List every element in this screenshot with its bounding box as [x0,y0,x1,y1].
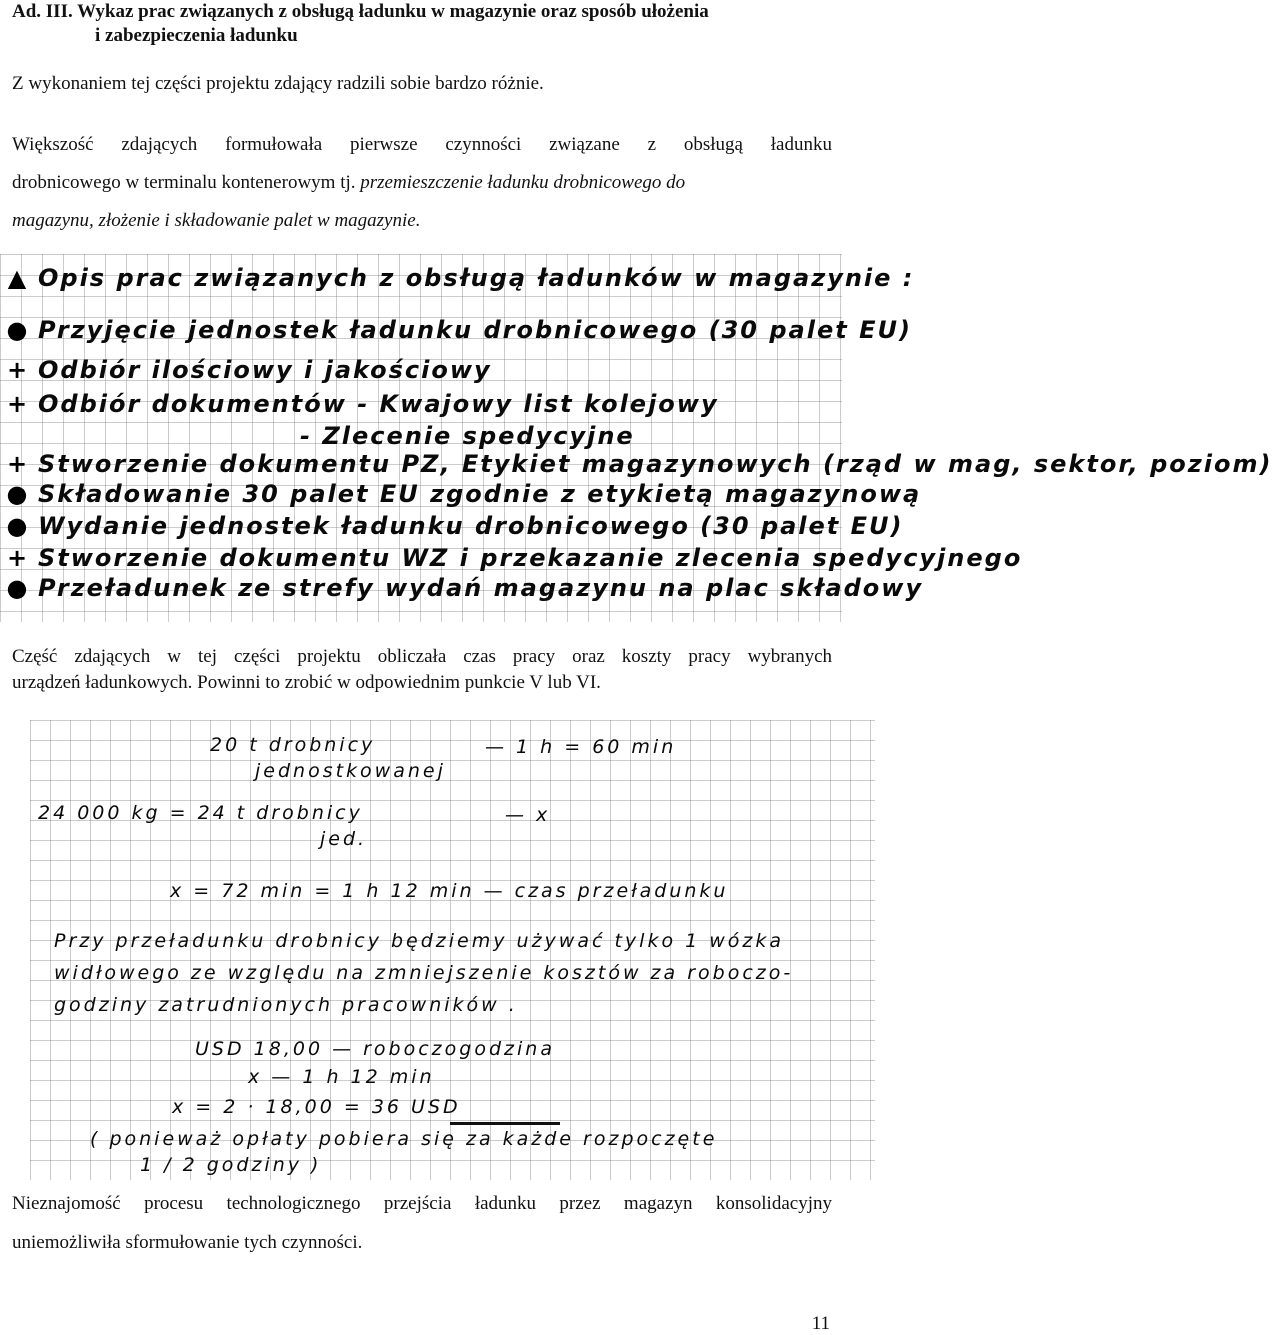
bullet-marker-icon: ● [6,316,28,344]
page-number: 11 [811,1313,830,1334]
calc-b-left: 24 000 kg = 24 t drobnicy [38,802,363,824]
plus-marker-icon: + [6,390,28,418]
explanation-line-2: widłowego ze względu na zmniejszenie kosztów za roboczo- [54,962,794,984]
intro-paragraph-1: Z wykonaniem tej części projektu zdający radzili sobie bardzo różnie. [12,73,544,94]
handwritten-list-item: Składowanie 30 palet EU zgodnie z etykietą magazynową [38,480,922,508]
plus-marker-icon: + [6,450,28,478]
section-heading [12,0,709,48]
usd-line-3: x = 2 · 18,00 = 36 USD [172,1096,461,1118]
middle-paragraph-line-1: Część zdających w tej części projektu obliczała czas pracy oraz koszty pracy wybranych [12,646,832,667]
handwritten-list-item: Stworzenie dokumentu WZ i przekazanie zlecenia spedycyjnego [38,544,1023,572]
triangle-marker-icon: ▲ [7,264,27,292]
handwritten-list-item: Przeładunek ze strefy wydań magazynu na plac składowy [38,574,924,602]
intro-paragraph-2-line-3: magazynu, złożenie i składowanie palet w magazynie. [12,210,421,231]
heading-line-1: Ad. III. Wykaz prac związanych z obsługą ładunku w magazynie oraz sposób ułożenia [12,1,709,22]
plus-marker-icon: + [6,544,28,572]
intro-paragraph-2-line-2 [12,172,685,194]
handwritten-list-item: Wydanie jednostek ładunku drobnicowego (30 palet EU) [38,512,904,540]
handwritten-list-item: Odbiór dokumentów - Kwajowy list kolejowy [38,390,719,418]
heading-line-2: i zabezpieczenia ładunku [95,25,298,46]
handwritten-list-item: Stworzenie dokumentu PZ, Etykiet magazynowych (rząd w mag, sektor, poziom) [38,450,1272,478]
note-line-1: ( ponieważ opłaty pobiera się za każde rozpoczęte [90,1128,718,1150]
bullet-marker-icon: ● [6,512,28,540]
note-line-2: 1 / 2 godziny ) [140,1154,322,1176]
intro-plain-text: drobnicowego w terminalu kontenerowym tj. [12,172,356,193]
usd-line-2: x — 1 h 12 min [248,1066,435,1088]
intro-paragraph-2-line-1: Większość zdających formułowała pierwsze czynności związane z obsługą ładunku [12,134,832,155]
closing-paragraph-line-2: uniemożliwiła sformułowanie tych czynności. [12,1232,363,1253]
handwritten-work-list-scan [0,254,1272,622]
handwritten-list-item: - Zlecenie spedycyjne [300,422,635,450]
handwritten-title: Opis prac związanych z obsługą ładunków w magazynie : [38,264,915,292]
handwritten-list-item: Przyjęcie jednostek ładunku drobnicowego (30 palet EU) [38,316,912,344]
usd-line-1: USD 18,00 — roboczogodzina [195,1038,555,1060]
calc-a-right: — 1 h = 60 min [485,736,677,758]
handwritten-list-item: Odbiór ilościowy i jakościowy [38,356,492,384]
intro-italic-text: przemieszczenie ładunku drobnicowego do [360,172,686,193]
plus-marker-icon: + [6,356,28,384]
calc-b-left-cont: jed. [320,828,368,850]
explanation-line-3: godziny zatrudnionych pracowników . [54,994,518,1016]
bullet-marker-icon: ● [6,480,28,508]
closing-paragraph-line-1: Nieznajomość procesu technologicznego przejścia ładunku przez magazyn konsolidacyjny [12,1193,832,1214]
calc-a-left-cont: jednostkowanej [255,760,446,782]
handwritten-calculation-scan [30,720,875,1180]
result-underline [450,1122,560,1125]
calc-a-left: 20 t drobnicy [210,734,376,756]
explanation-line-1: Przy przeładunku drobnicy będziemy używać tylko 1 wózka [54,930,785,952]
calc-c: x = 72 min = 1 h 12 min — czas przeładunku [170,880,729,902]
middle-paragraph-line-2: urządzeń ładunkowych. Powinni to zrobić w odpowiednim punkcie V lub VI. [12,672,601,693]
calc-b-right: — x [505,804,551,826]
bullet-marker-icon: ● [6,574,28,602]
